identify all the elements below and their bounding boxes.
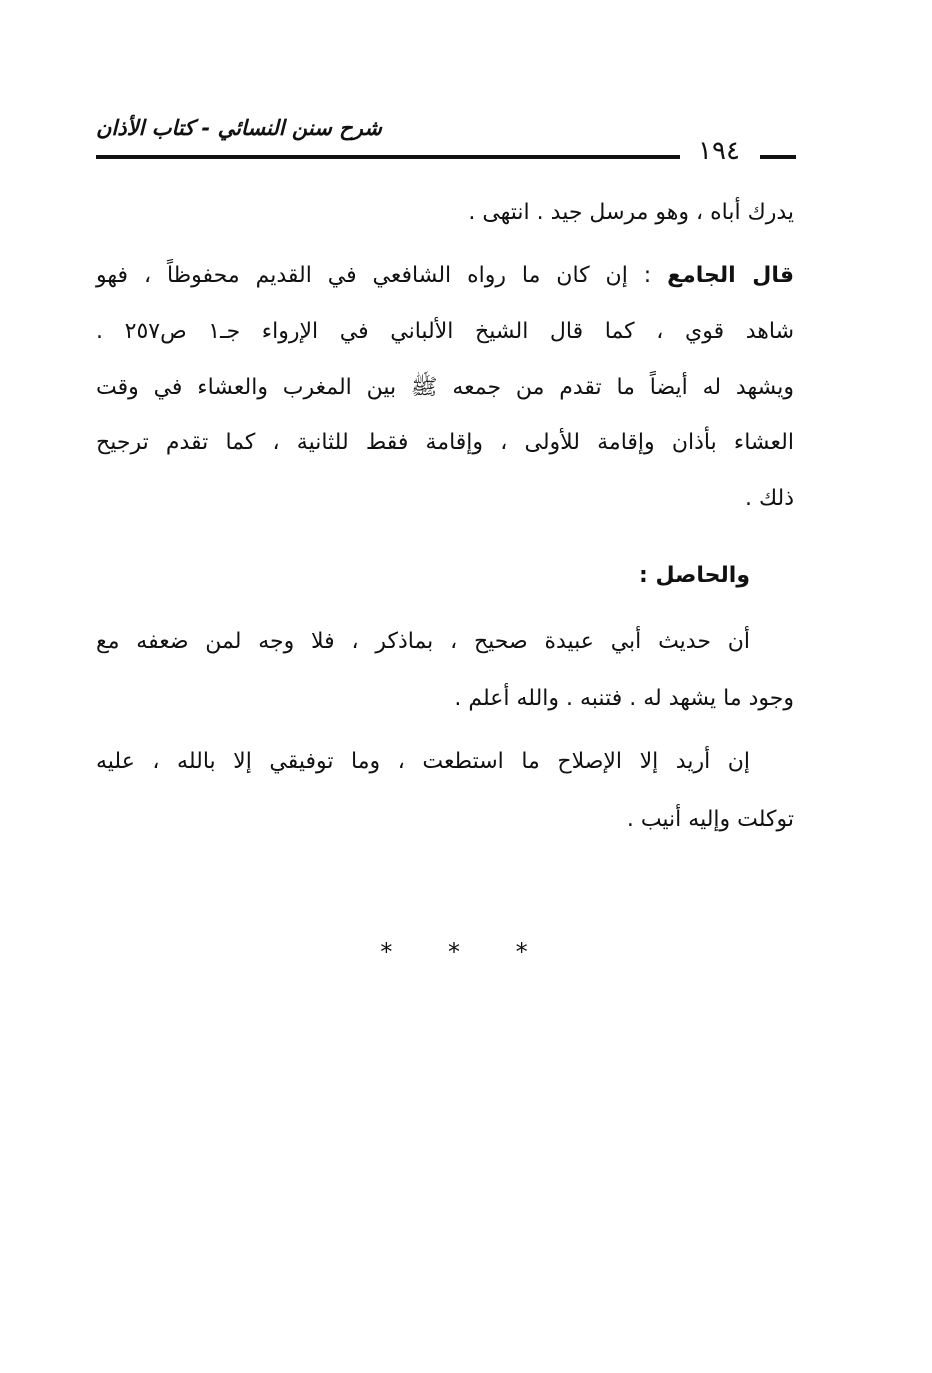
body-line-6: ذلك .	[744, 486, 794, 511]
body-line-2	[96, 261, 794, 291]
page-number: ١٩٤	[698, 136, 740, 166]
body-line-2-text: : إن كان ما رواه الشافعي في القديم محفوظاً ، فهو	[96, 263, 668, 288]
conclusion-heading: والحاصل :	[639, 563, 750, 588]
body-line-4: ويشهد له أيضاً ما تقدم من جمعه ﷺ بين المغرب والعشاء في وقت	[96, 375, 794, 400]
body-line-1: يدرك أباه ، وهو مرسل جيد . انتهى .	[468, 200, 794, 225]
closing-line-2: توكلت وإليه أنيب .	[626, 807, 794, 832]
conclusion-line-1: أن حديث أبي عبيدة صحيح ، بماذكر ، فلا وجه لمن ضعفه مع	[96, 629, 750, 654]
body-line-5: العشاء بأذان وإقامة للأولى ، وإقامة فقط للثانية ، كما تقدم ترجيح	[96, 430, 794, 455]
section-divider-asterisks: * * *	[380, 938, 552, 966]
qal-al-jami-lead: قال الجامع	[667, 263, 794, 288]
closing-line-1: إن أريد إلا الإصلاح ما استطعت ، وما توفيقي إلا بالله ، عليه	[96, 749, 750, 774]
page-number-dash	[760, 155, 796, 159]
header-rule	[96, 155, 680, 159]
running-header-title: شرح سنن النسائي - كتاب الأذان	[96, 116, 382, 140]
body-line-3: شاهد قوي ، كما قال الشيخ الألباني في الإرواء جـ١ ص٢٥٧ .	[96, 319, 794, 344]
conclusion-line-2: وجود ما يشهد له . فتنبه . والله أعلم .	[454, 686, 794, 711]
